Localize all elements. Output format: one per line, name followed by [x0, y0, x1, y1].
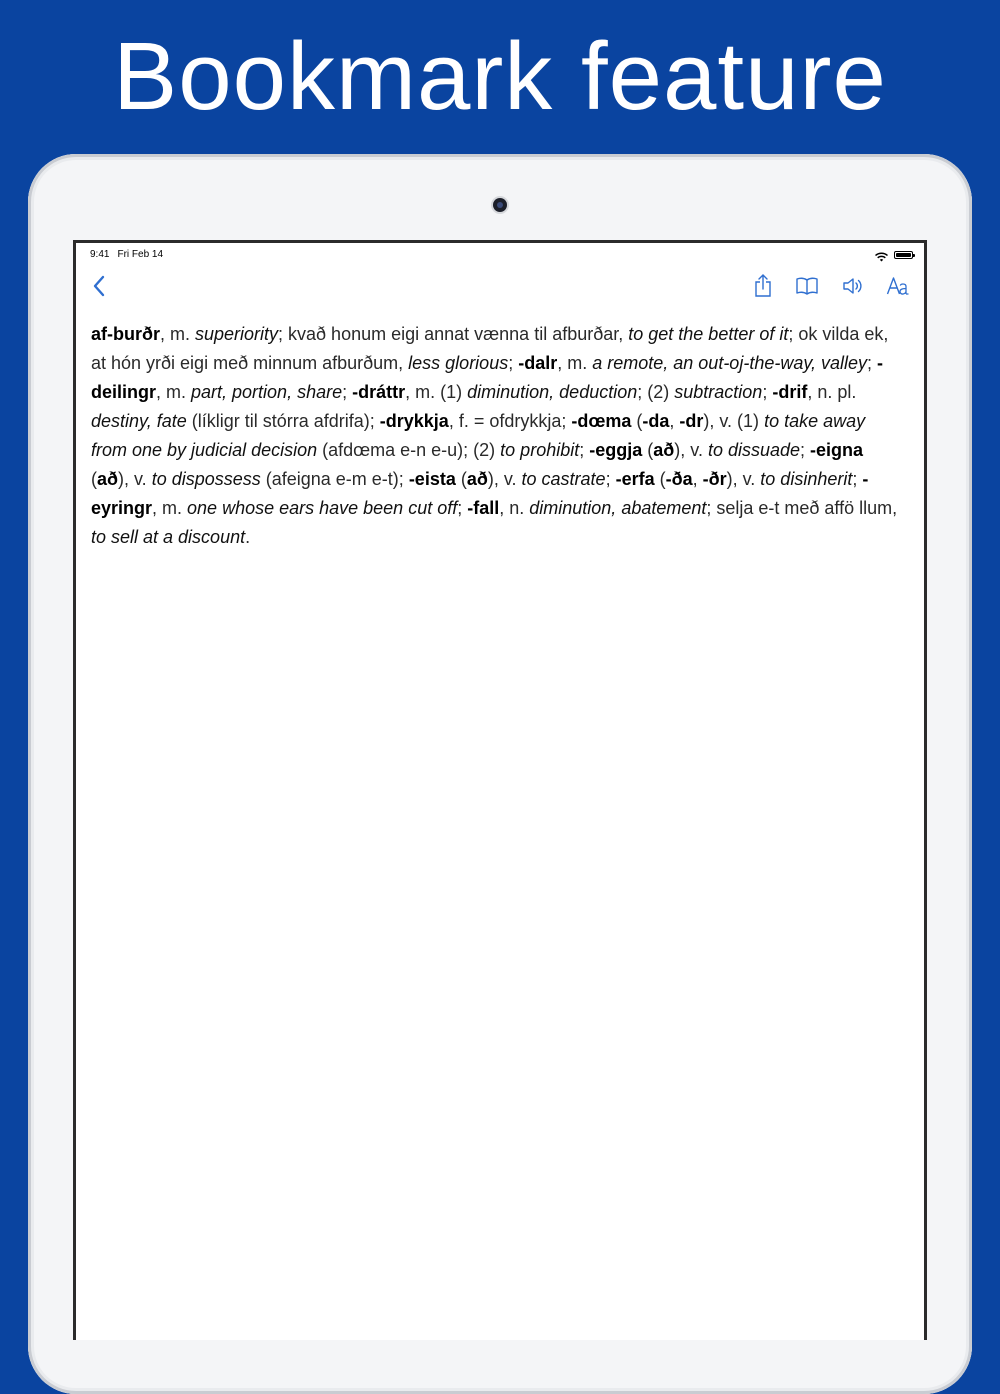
translation: to sell at a discount [91, 527, 246, 547]
headword: -drif [772, 382, 808, 402]
entry-text: , m. [152, 498, 188, 518]
status-clock: 9:41 [90, 249, 110, 260]
back-button[interactable] [84, 273, 114, 303]
headword: -dr [679, 411, 704, 431]
headword: -erfa [615, 469, 655, 489]
headword: -ðr [702, 469, 727, 489]
translation: diminution, abatement [529, 498, 707, 518]
bookmark-button[interactable] [792, 273, 822, 303]
translation: diminution, deduction [467, 382, 638, 402]
translation: to take away from one by judicial decision [91, 411, 866, 460]
headword: -eyringr [91, 469, 869, 518]
translation: superiority [195, 324, 279, 344]
entry-text: ; [342, 382, 353, 402]
font-size-button[interactable] [884, 273, 914, 303]
translation: to disinherit [760, 469, 853, 489]
entry-text: , m. (1) [405, 382, 468, 402]
headword: -drykkja [379, 411, 449, 431]
headword: -da [642, 411, 670, 431]
headword: -dráttr [352, 382, 406, 402]
entry-text: ; [508, 353, 519, 373]
entry-text: ; kvað honum eigi annat vænna til afburðar, [278, 324, 629, 344]
entry-text: ; (2) [637, 382, 675, 402]
translation: less glorious [408, 353, 509, 373]
entry-text: , m. [160, 324, 195, 344]
status-time [90, 249, 163, 260]
headword: -ða [665, 469, 693, 489]
entry-text: ; [457, 498, 468, 518]
entry-text: ), v. [118, 469, 152, 489]
headword: af-burðr [91, 324, 160, 344]
entry-text: ; [852, 469, 863, 489]
entry-text: , m. [557, 353, 593, 373]
promo-headline: Bookmark feature [113, 23, 887, 130]
translation: part, portion, share [191, 382, 343, 402]
headword: að [466, 469, 488, 489]
entry-text: ; [800, 440, 811, 460]
entry-text: ; selja e-t með affö llum, [706, 498, 898, 518]
battery-icon [894, 251, 913, 259]
entry-text: , n. [499, 498, 530, 518]
entry-text: , m. [156, 382, 192, 402]
entry-text: ; [867, 353, 878, 373]
navigation-bar [76, 269, 924, 309]
status-date: Fri Feb 14 [117, 249, 164, 260]
entry-text: (líkligr til stórra afdrifa); [186, 411, 380, 431]
entry-text: , n. pl. [807, 382, 857, 402]
translation: a remote, an out-oj-the-way, valley [592, 353, 868, 373]
translation: to dissuade [707, 440, 801, 460]
translation: destiny, fate [91, 411, 187, 431]
entry-text: ( [455, 469, 467, 489]
translation: to castrate [521, 469, 606, 489]
entry-text: (afdœma e-n e-u); (2) [317, 440, 501, 460]
entry-text: ), v. [726, 469, 761, 489]
entry-text: ( [91, 469, 97, 489]
speaker-icon [842, 276, 864, 301]
pronounce-button[interactable] [838, 273, 868, 303]
headword: -dœma [571, 411, 632, 431]
headword: að [97, 469, 119, 489]
translation: to prohibit [500, 440, 580, 460]
app-screen [73, 240, 927, 1340]
dictionary-entry [91, 320, 903, 552]
entry-text: , [669, 411, 680, 431]
headword: að [653, 440, 675, 460]
entry-text: ; [579, 440, 590, 460]
entry-text: ), v. [487, 469, 522, 489]
entry-text: ( [654, 469, 666, 489]
translation: to dispossess [151, 469, 261, 489]
headword: -fall [467, 498, 500, 518]
entry-text: ; ok vilda ek, at hón yrði eigi með minnum afburðum, [91, 324, 889, 373]
wifi-icon [875, 249, 888, 267]
font-size-icon [886, 276, 912, 301]
entry-text: (afeigna e-m e-t); [260, 469, 409, 489]
entry-text: ; [762, 382, 773, 402]
front-camera [493, 198, 507, 212]
entry-text: ), v. [674, 440, 708, 460]
headword: -eigna [810, 440, 864, 460]
entry-text: ; [605, 469, 616, 489]
entry-text: ), v. (1) [703, 411, 765, 431]
share-icon [753, 274, 773, 303]
entry-text: , f. = ofdrykkja; [448, 411, 572, 431]
headword: -dalr [518, 353, 558, 373]
headword: -eista [408, 469, 456, 489]
chevron-left-icon [92, 275, 106, 302]
entry-text: . [245, 527, 251, 547]
translation: subtraction [674, 382, 763, 402]
open-book-icon [795, 276, 819, 301]
headword: -eggja [589, 440, 643, 460]
entry-text: , [692, 469, 703, 489]
headword: -deilingr [91, 353, 884, 402]
entry-text: ( [642, 440, 654, 460]
translation: one whose ears have been cut off [187, 498, 458, 518]
translation: to get the better of it [628, 324, 789, 344]
entry-text: ( [631, 411, 643, 431]
status-bar [76, 243, 924, 269]
share-button[interactable] [748, 273, 778, 303]
